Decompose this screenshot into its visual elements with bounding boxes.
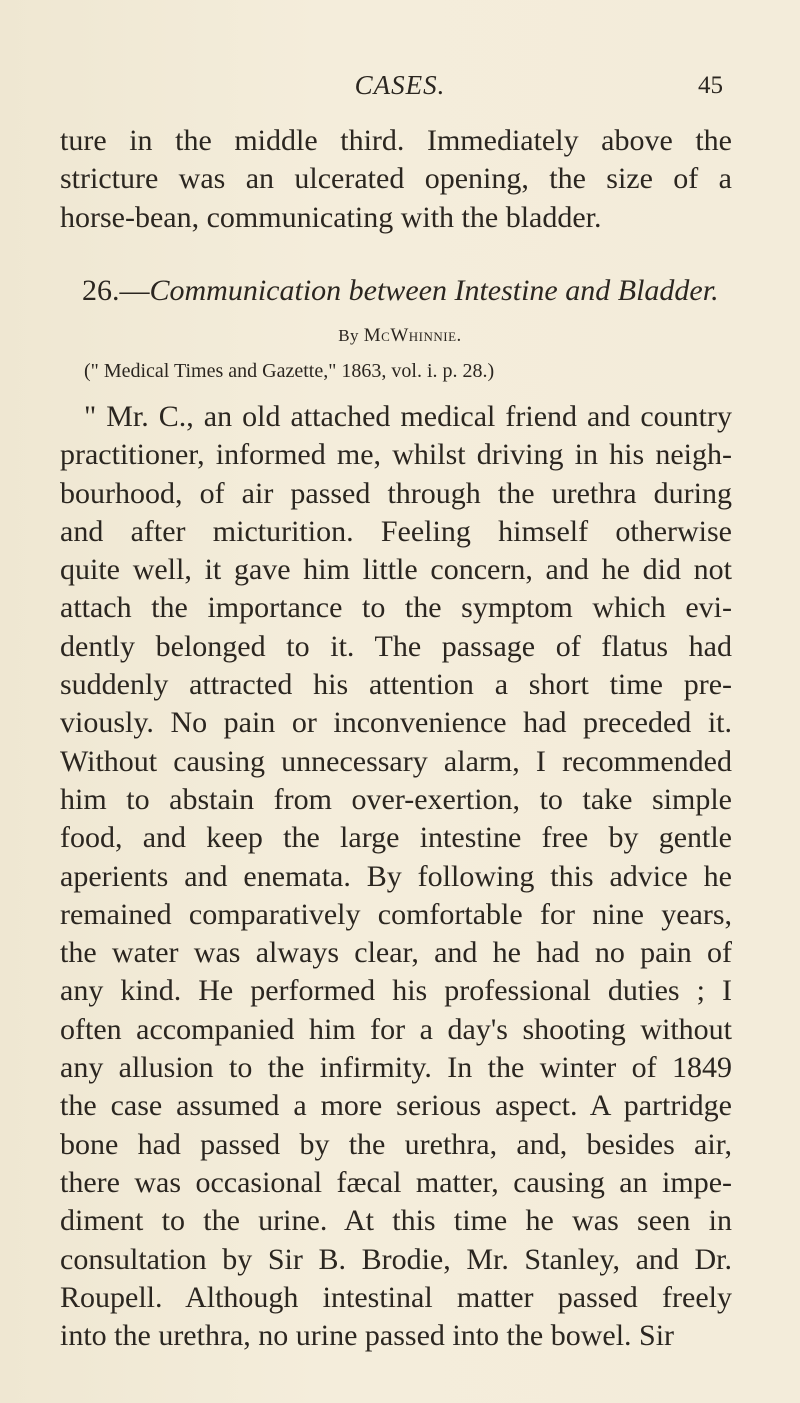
text-line: dently belonged to it. The passage of flatus had (60, 629, 732, 663)
text-line: the water was always clear, and he had no pain of (60, 936, 732, 970)
case-number: 26.— (82, 274, 150, 307)
text-line: any kind. He performed his professional duties ; I (60, 974, 732, 1008)
text-line: bone had passed by the urethra, and, besides air, (60, 1127, 732, 1161)
author-name: McWhinnie. (363, 325, 462, 346)
running-title: CASES. (354, 70, 446, 100)
text-line: horse-bean, communicating with the bladder. (60, 200, 602, 234)
text-line: Without causing unnecessary alarm, I recommended (60, 744, 732, 778)
text-line: remained comparatively comfortable for nine years, (60, 897, 732, 931)
text-line: quite well, it gave him little concern, and he did not (60, 553, 732, 587)
case-title: Communication between Intestine and Bladder. (149, 274, 719, 307)
byline (0, 325, 800, 347)
case-heading (82, 274, 742, 308)
text-line: there was occasional fæcal matter, causing an impe- (60, 1165, 732, 1199)
text-line: consultation by Sir B. Brodie, Mr. Stanley, and Dr. (60, 1242, 732, 1276)
citation: (" Medical Times and Gazette," 1863, vol. i. p. 28.) (84, 360, 495, 382)
text-line: " Mr. C., an old attached medical friend and country (84, 400, 732, 433)
case-paragraph (60, 398, 732, 1355)
text-line: any allusion to the infirmity. In the winter of 1849 (60, 1051, 732, 1085)
text-line: the case assumed a more serious aspect. A partridge (60, 1089, 732, 1123)
text-line: ture in the middle third. Immediately above the (60, 124, 732, 157)
text-line: attach the importance to the symptom which evi- (60, 591, 732, 625)
text-line: suddenly attracted his attention a short time pre- (60, 668, 732, 702)
text-line: practitioner, informed me, whilst driving in his neigh- (60, 438, 732, 472)
text-line: often accompanied him for a day's shooting without (60, 1012, 732, 1046)
text-line: aperients and enemata. By following this advice he (60, 859, 732, 893)
running-head (0, 70, 800, 104)
text-line: and after micturition. Feeling himself otherwise (60, 514, 732, 548)
text-line: viously. No pain or inconvenience had preceded it. (60, 706, 732, 740)
text-line: food, and keep the large intestine free by gentle (60, 821, 732, 855)
text-line: stricture was an ulcerated opening, the size of a (60, 162, 732, 196)
continuation-paragraph (60, 122, 732, 237)
byline-prefix: By (338, 326, 360, 345)
text-line: diment to the urine. At this time he was seen in (60, 1204, 732, 1238)
text-line: Roupell. Although intestinal matter passed freely (60, 1280, 732, 1314)
text-line: bourhood, of air passed through the urethra during (60, 476, 732, 510)
text-line: into the urethra, no urine passed into the bowel. Sir (60, 1319, 675, 1353)
text-line: him to abstain from over-exertion, to take simple (60, 782, 732, 816)
page-number: 45 (698, 72, 723, 99)
